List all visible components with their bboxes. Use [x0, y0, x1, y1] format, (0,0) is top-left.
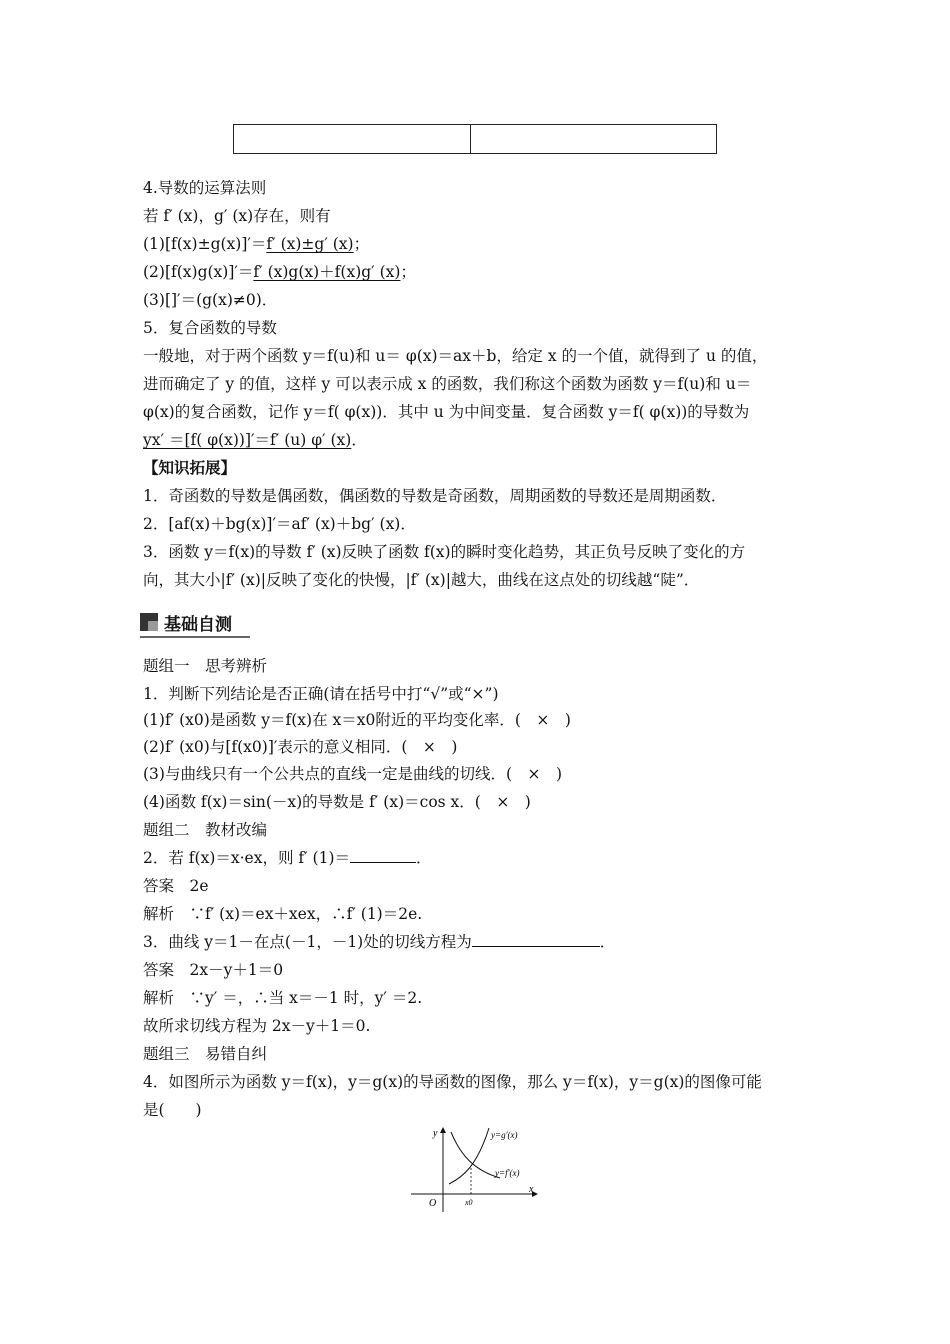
- question-2: [143, 848, 432, 868]
- extension-item-3b: 向，其大小|f′ (x)|反映了变化的快慢，|f′ (x)|越大，曲线在这点处的切线越“陡”．: [143, 571, 700, 589]
- question-3-end: ．: [599, 933, 616, 951]
- rule-sum-lhs: (1)[f(x)±g(x)]′＝: [143, 235, 267, 253]
- derivative-graph-figure: [405, 1122, 545, 1214]
- rule-sum-rhs: f′ (x)±g′ (x): [266, 235, 354, 253]
- heading-composite: 5．复合函数的导数: [143, 319, 277, 337]
- rule-sum-end: ；: [353, 235, 370, 253]
- question-1-item-2: (2)f′ (x0)与[f(x0)]′表示的意义相同．( × ): [143, 738, 458, 756]
- question-2-text: 2．若 f(x)＝x·ex，则 f′ (1)＝: [143, 849, 351, 867]
- question-4-end: 是( ): [143, 1101, 202, 1119]
- x0-label: x0: [465, 1198, 473, 1207]
- composite-formula: [143, 430, 367, 450]
- extension-item-2: 2．[af(x)＋bg(x)]′＝af′ (x)＋bg′ (x)．: [143, 515, 416, 533]
- knowledge-extension-heading: 【知识拓展】: [143, 458, 237, 477]
- question-3: [143, 932, 615, 952]
- section-heading: [140, 609, 232, 635]
- answer-3: 答案 2x－y＋1＝0: [143, 961, 284, 979]
- g-prime-label: y=g′(x): [491, 1130, 518, 1140]
- group-1-heading: 题组一 思考辨析: [143, 657, 268, 675]
- table-fragment: [233, 124, 717, 154]
- rule-product: [143, 262, 416, 282]
- group-3-heading: 题组三 易错自纠: [143, 1045, 268, 1063]
- composite-text-3: φ(x)的复合函数，记作 y＝f( φ(x))．其中 u 为中间变量．复合函数 y＝f( φ(x))的导数为: [143, 403, 750, 421]
- question-3-text: 3．曲线 y＝1－在点(－1，－1)处的切线方程为: [143, 933, 472, 951]
- question-1: 1．判断下列结论是否正确(请在括号中打“√”或“×”): [143, 685, 499, 703]
- explanation-2: 解析 ∵f′ (x)＝ex＋xex，∴f′ (1)＝2e.: [143, 905, 423, 923]
- heading-derivative-rules: 4.导数的运算法则: [143, 179, 267, 197]
- extension-item-1: 1．奇函数的导数是偶函数，偶函数的导数是奇函数，周期函数的导数还是周期函数．: [143, 487, 727, 505]
- section-title: 基础自测: [164, 614, 232, 635]
- rule-product-end: ；: [400, 263, 416, 281]
- section-mark-icon: [140, 613, 158, 631]
- explanation-3-conclusion: 故所求切线方程为 2x－y＋1＝0.: [143, 1017, 371, 1035]
- rule-product-rhs: f′ (x)g(x)＋f(x)g′ (x): [253, 263, 401, 281]
- rule-intro: 若 f′ (x)，g′ (x)存在，则有: [143, 207, 331, 225]
- table-cell-left: [234, 125, 471, 153]
- answer-blank: [472, 932, 600, 947]
- f-prime-curve: [449, 1128, 489, 1184]
- rule-product-lhs: (2)[f(x)g(x)]′＝: [143, 263, 254, 281]
- extension-item-3a: 3．函数 y＝f(x)的导数 f′ (x)反映了函数 f(x)的瞬时变化趋势，其正负号反映了变化的方: [143, 543, 746, 561]
- answer-blank: [350, 848, 416, 863]
- question-4: 4．如图所示为函数 y＝f(x)，y＝g(x)的导函数的图像，那么 y＝f(x)，y＝g(x)的图像可能: [143, 1073, 762, 1091]
- y-axis-label: y: [433, 1128, 438, 1139]
- rule-sum: [143, 234, 369, 254]
- f-prime-label: y=f′(x): [495, 1168, 520, 1178]
- question-1-item-3: (3)与曲线只有一个公共点的直线一定是曲线的切线．( × ): [143, 765, 563, 783]
- answer-2: 答案 2e: [143, 877, 209, 895]
- table-cell-right: [471, 125, 716, 153]
- question-2-end: ．: [416, 849, 432, 867]
- question-1-item-1: (1)f′ (x0)是函数 y＝f(x)在 x＝x0附近的平均变化率．( × ): [143, 711, 571, 729]
- origin-label: O: [429, 1198, 437, 1209]
- composite-text-2: 进而确定了 y 的值，这样 y 可以表示成 x 的函数，我们称这个函数为函数 y＝f(u)和 u＝: [143, 375, 752, 393]
- group-2-heading: 题组二 教材改编: [143, 821, 268, 839]
- x-axis-label: x: [529, 1184, 534, 1195]
- rule-quotient: (3)[]′＝(g(x)≠0)．: [143, 291, 278, 309]
- section-underline: [140, 636, 250, 638]
- composite-formula-text: yx′ ＝[f( φ(x))]′＝f′ (u) φ′ (x): [143, 431, 352, 449]
- composite-formula-end: ．: [351, 431, 367, 449]
- explanation-3: 解析 ∵y′ ＝，∴当 x＝－1 时，y′ ＝2.: [143, 989, 423, 1007]
- composite-text-1: 一般地，对于两个函数 y＝f(u)和 u＝ φ(x)＝ax＋b，给定 x 的一个值，就得到了 u 的值，: [143, 347, 768, 365]
- question-1-item-4: (4)函数 f(x)＝sin(－x)的导数是 f′ (x)＝cos x．( × ): [143, 793, 531, 811]
